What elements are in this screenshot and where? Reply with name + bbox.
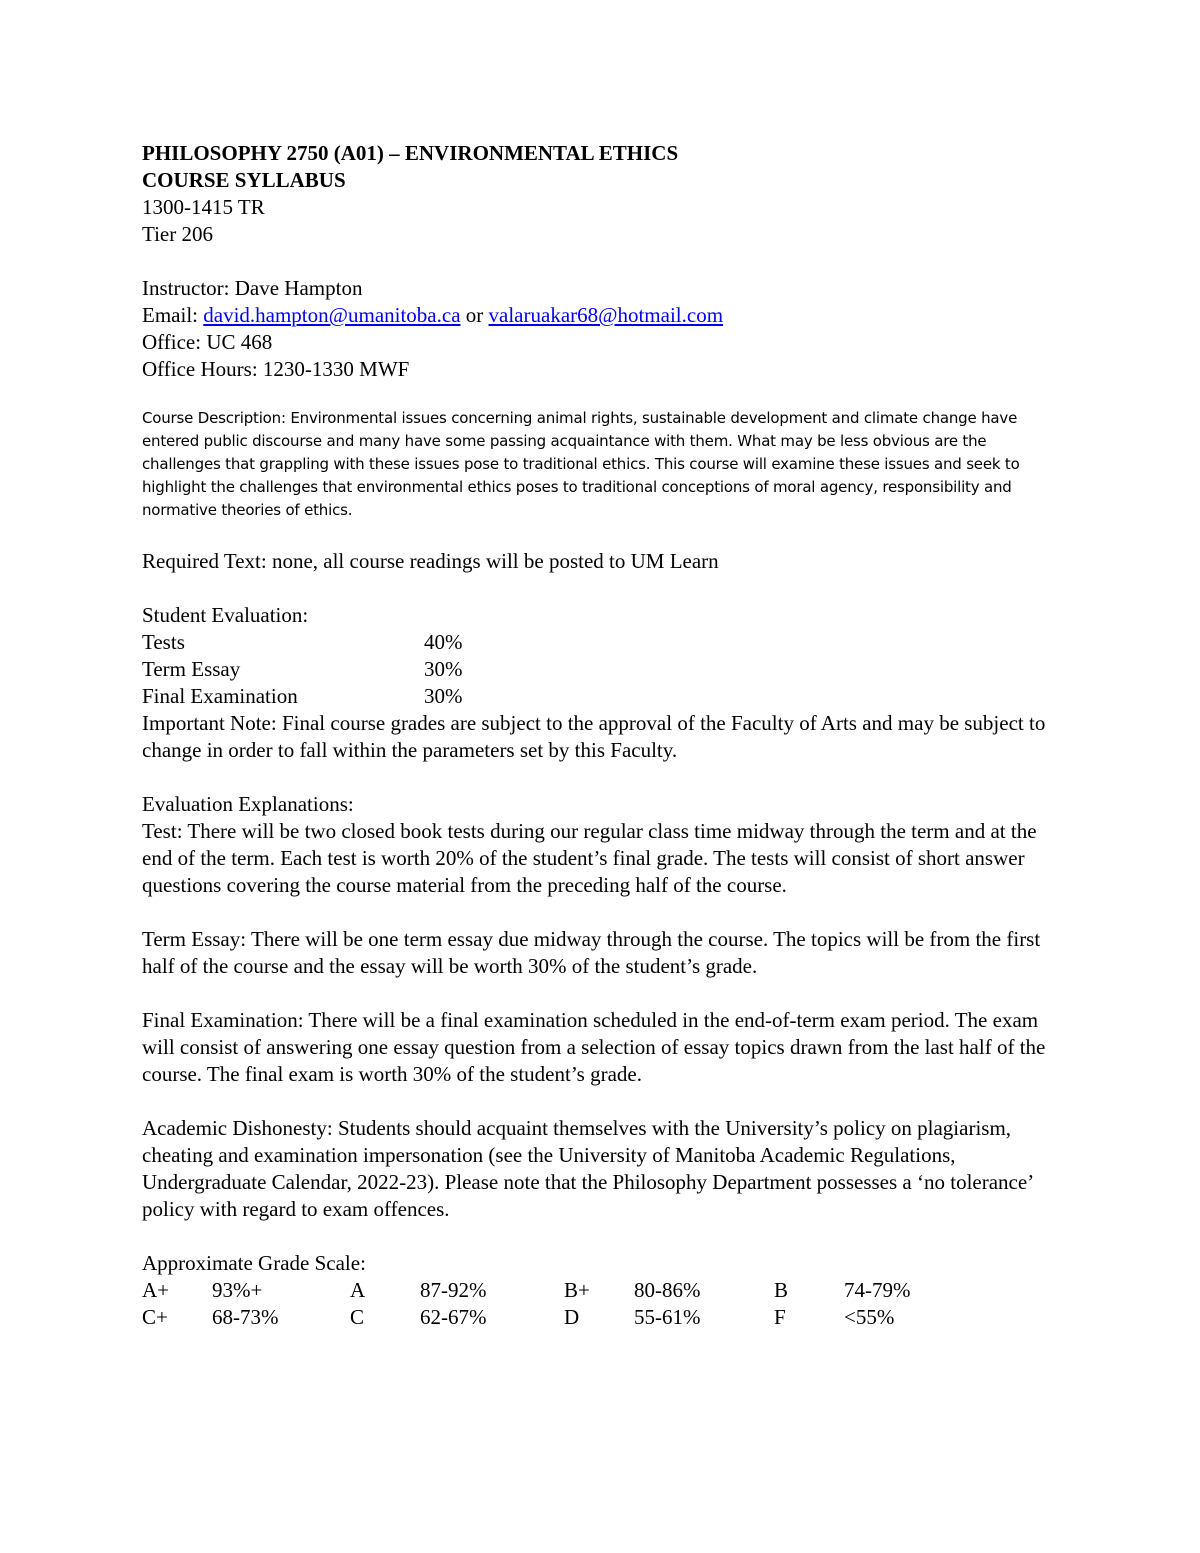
required-text: Required Text: none, all course readings will be posted to UM Learn <box>142 549 719 573</box>
evaluation-item-weight: 30% <box>424 657 463 681</box>
grade-scale-row <box>142 1304 1072 1331</box>
grade-letter: A <box>350 1278 366 1302</box>
evaluation-item-weight: 30% <box>424 684 463 708</box>
course-description: Course Description: Environmental issues concerning animal rights, sustainable development and climate change have entered public discourse and many have some passing acquaintance with them. What may be less obvious are the challenges that grappling with these issues pose to traditional ethics. This course will examine these issues and seek to highlight the challenges that environmental ethics poses to traditional conceptions of moral agency, responsibility and normative theories of ethics. <box>142 409 1020 519</box>
grade-range: 68-73% <box>212 1305 279 1329</box>
grade-letter: C+ <box>142 1305 168 1329</box>
essay-explanation: Term Essay: There will be one term essay due midway through the course. The topics will be from the first half of the course and the essay will be worth 30% of the student’s grade. <box>142 927 1041 978</box>
email-or: or <box>460 303 489 327</box>
evaluation-item-name: Tests <box>142 630 185 654</box>
course-title: PHILOSOPHY 2750 (A01) – ENVIRONMENTAL ETHICS <box>142 141 679 165</box>
email-link-secondary[interactable]: valaruakar68@hotmail.com <box>488 303 724 327</box>
grade-letter: A+ <box>142 1278 170 1302</box>
grade-letter: F <box>774 1305 786 1329</box>
course-subtitle: COURSE SYLLABUS <box>142 168 346 192</box>
important-note: Important Note: Final course grades are subject to the approval of the Faculty of Arts and may be subject to change in order to fall within the parameters set by this Faculty. <box>142 711 1046 762</box>
grade-range: <55% <box>844 1305 895 1329</box>
test-explanation: Test: There will be two closed book tests during our regular class time midway through the term and at the end of the term. Each test is worth 20% of the student’s final grade. The tests will consist of short answer questions covering the course material from the preceding half of the course. <box>142 819 1037 897</box>
office-hours: Office Hours: 1230-1330 MWF <box>142 357 410 381</box>
evaluation-row <box>142 683 1072 710</box>
email-label: Email: <box>142 303 204 327</box>
email-line <box>142 302 1072 329</box>
final-explanation: Final Examination: There will be a final examination scheduled in the end-of-term exam period. The exam will consist of answering one essay question from a selection of essay topics drawn from the last half of the course. The final exam is worth 30% of the student’s grade. <box>142 1008 1046 1086</box>
evaluation-item-weight: 40% <box>424 630 463 654</box>
grade-range: 87-92% <box>420 1278 487 1302</box>
grade-range: 55-61% <box>634 1305 701 1329</box>
evaluation-heading: Student Evaluation: <box>142 603 309 627</box>
grade-range: 74-79% <box>844 1278 911 1302</box>
evaluation-item-name: Final Examination <box>142 684 298 708</box>
instructor-name: Instructor: Dave Hampton <box>142 276 363 300</box>
syllabus-page <box>142 140 1072 1331</box>
grade-range: 80-86% <box>634 1278 701 1302</box>
evaluation-row <box>142 629 1072 656</box>
explanations-heading: Evaluation Explanations: <box>142 792 354 816</box>
grade-letter: C <box>350 1305 365 1329</box>
grade-scale-row <box>142 1277 1072 1304</box>
evaluation-item-name: Term Essay <box>142 657 241 681</box>
class-time: 1300-1415 TR <box>142 195 265 219</box>
class-room: Tier 206 <box>142 222 213 246</box>
grade-letter: B <box>774 1278 789 1302</box>
grade-range: 62-67% <box>420 1305 487 1329</box>
grade-letter: D <box>564 1305 580 1329</box>
email-link-primary[interactable]: david.hampton@umanitoba.ca <box>203 303 461 327</box>
evaluation-row <box>142 656 1072 683</box>
grade-letter: B+ <box>564 1278 590 1302</box>
academic-dishonesty: Academic Dishonesty: Students should acquaint themselves with the University’s policy on plagiarism, cheating and examination impersonation (see the University of Manitoba Academic Regulations, Undergraduate Calendar, 2022-23). Please note that the Philosophy Department possesses a ‘no tolerance’ policy with regard to exam offences. <box>142 1116 1033 1221</box>
office: Office: UC 468 <box>142 330 273 354</box>
grade-scale-heading: Approximate Grade Scale: <box>142 1251 366 1275</box>
grade-range: 93%+ <box>212 1278 263 1302</box>
